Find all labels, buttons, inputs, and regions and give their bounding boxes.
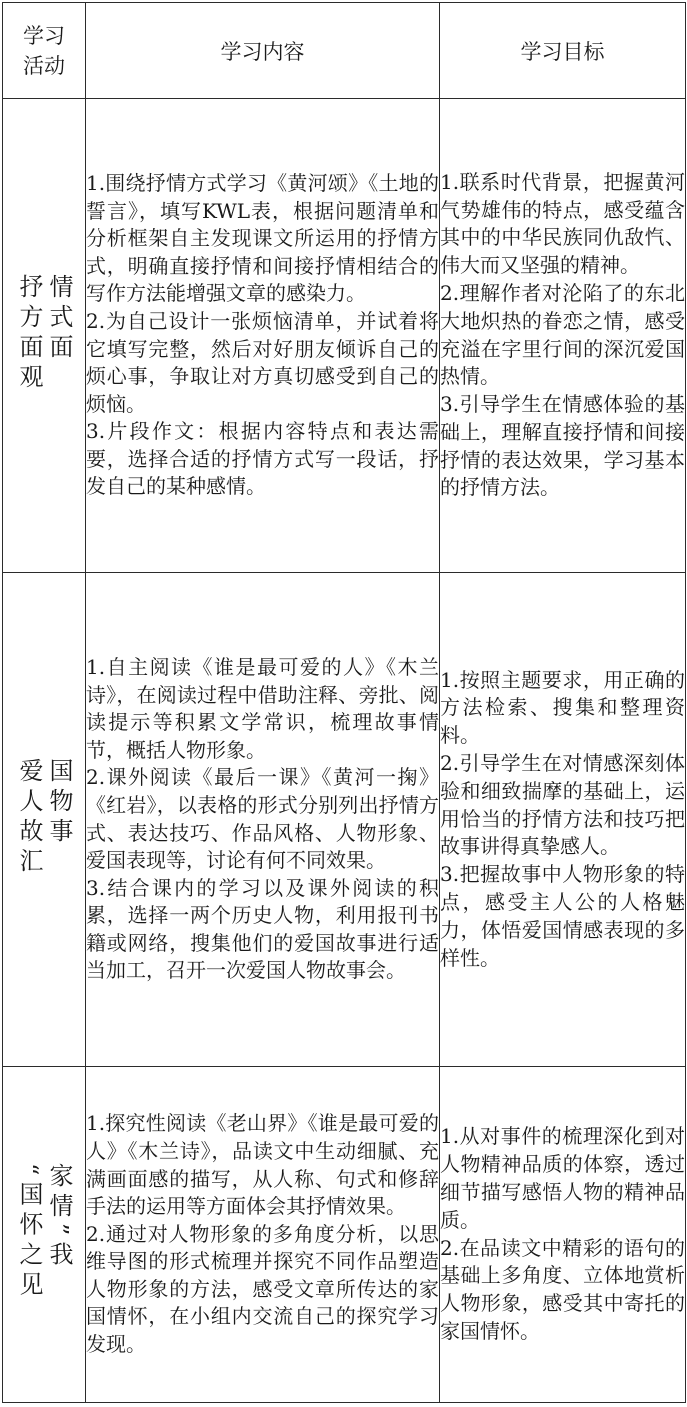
table-row xyxy=(3,99,686,573)
goal-item: 2.引导学生在对情感深刻体验和细致揣摩的基础上，运用恰当的抒情方法和技巧把故事讲得真挚感人。 xyxy=(440,751,685,859)
content-item: 2.通过对人物形象的多角度分析，以思维导图的形式梳理并探究不同作品塑造人物形象的方法，感受文章所传达的家国情怀，在小组内交流自己的探究学习发现。 xyxy=(86,1221,439,1357)
content-item: 1.探究性阅读《老山界》《谁是最可爱的人》《木兰诗》，品读文中生动细腻、充满画面感的描写，从人称、句式和修辞手法的运用等方面体会其抒情效果。 xyxy=(86,1111,439,1219)
goal-item: 2.理解作者对沦陷了的东北大地炽热的眷恋之情，感受充溢在字里行间的深沉爱国热情。 xyxy=(440,280,685,389)
activity-vertical-text xyxy=(14,1163,74,1301)
activity-column: 情式面 xyxy=(45,273,73,364)
activity-cell xyxy=(3,99,86,573)
table-row xyxy=(3,573,686,1067)
goal-item: 2.在品读文中精彩的语句的基础上多角度、立体地赏析人物形象，感受其中寄托的家国情怀。 xyxy=(440,1235,685,1343)
goal-item: 1.从对事件的梳理深化到对人物精神品质的体察，透过细节描写感悟人物的精神品质。 xyxy=(440,1124,685,1232)
goal-item: 3.把握故事中人物形象的特点，感受主人公的人格魅力，体悟爱国情感表现的多样性。 xyxy=(440,862,685,970)
content-cell xyxy=(86,99,440,573)
goals-cell xyxy=(440,573,686,1067)
table-row xyxy=(3,1067,686,1403)
content-item: 1.围绕抒情方式学习《黄河颂》《土地的誓言》，填写KWL表，根据问题清单和分析框架自主发现课文所运用的抒情方式，明确直接抒情和间接抒情相结合的写作方法能增强文章的感染力。 xyxy=(86,170,439,306)
activity-vertical-text xyxy=(14,758,74,878)
activity-column: “国怀之见 xyxy=(15,1163,43,1302)
content-cell xyxy=(86,573,440,1067)
learning-activities-table xyxy=(2,2,686,1403)
activity-column: 国物事 xyxy=(45,757,73,848)
goals-cell xyxy=(440,1067,686,1403)
goals-cell xyxy=(440,99,686,573)
content-item: 3.片段作文：根据内容特点和表达需要，选择合适的抒情方式写一段话，抒发自己的某种感情。 xyxy=(86,419,439,499)
header-activity xyxy=(3,3,86,99)
header-activity-line1: 学习 xyxy=(23,23,65,48)
content-item: 1.自主阅读《谁是最可爱的人》《木兰诗》，在阅读过程中借助注释、旁批、阅读提示等积累文学常识，梳理故事情节，概括人物形象。 xyxy=(86,654,439,762)
activity-cell xyxy=(3,573,86,1067)
goal-item: 1.联系时代背景，把握黄河气势雄伟的特点，感受蕴含其中的中华民族同仇敌忾、伟大而又坚强的精神。 xyxy=(440,169,685,278)
activity-column: 家情”我 xyxy=(45,1163,73,1272)
header-activity-line2: 活动 xyxy=(23,53,65,78)
content-item: 2.课外阅读《最后一课》《黄河一掬》《红岩》，以表格的形式分别列出抒情方式、表达技巧、作品风格、人物形象、爱国表现等，讨论有何不同效果。 xyxy=(86,765,439,873)
header-goals: 学习目标 xyxy=(440,3,686,99)
content-item: 2.为自己设计一张烦恼清单，并试着将它填写完整，然后对好朋友倾诉自己的烦心事，争取让对方真切感受到自己的烦恼。 xyxy=(86,308,439,416)
activity-column: 抒方面观 xyxy=(15,273,43,394)
content-cell xyxy=(86,1067,440,1403)
activity-column: 爱人故汇 xyxy=(15,757,43,878)
activity-cell xyxy=(3,1067,86,1403)
table-header-row xyxy=(3,3,686,99)
header-content: 学习内容 xyxy=(86,3,440,99)
goal-item: 3.引导学生在情感体验的基础上，理解直接抒情和间接抒情的表达效果，学习基本的抒情方法。 xyxy=(440,392,685,500)
content-item: 3.结合课内的学习以及课外阅读的积累，选择一两个历史人物，利用报刊书籍或网络，搜集他们的爱国故事进行适当加工，召开一次爱国人物故事会。 xyxy=(86,875,439,983)
goal-item: 1.按照主题要求，用正确的方法检索、搜集和整理资料。 xyxy=(440,667,685,748)
activity-vertical-text xyxy=(14,274,74,394)
